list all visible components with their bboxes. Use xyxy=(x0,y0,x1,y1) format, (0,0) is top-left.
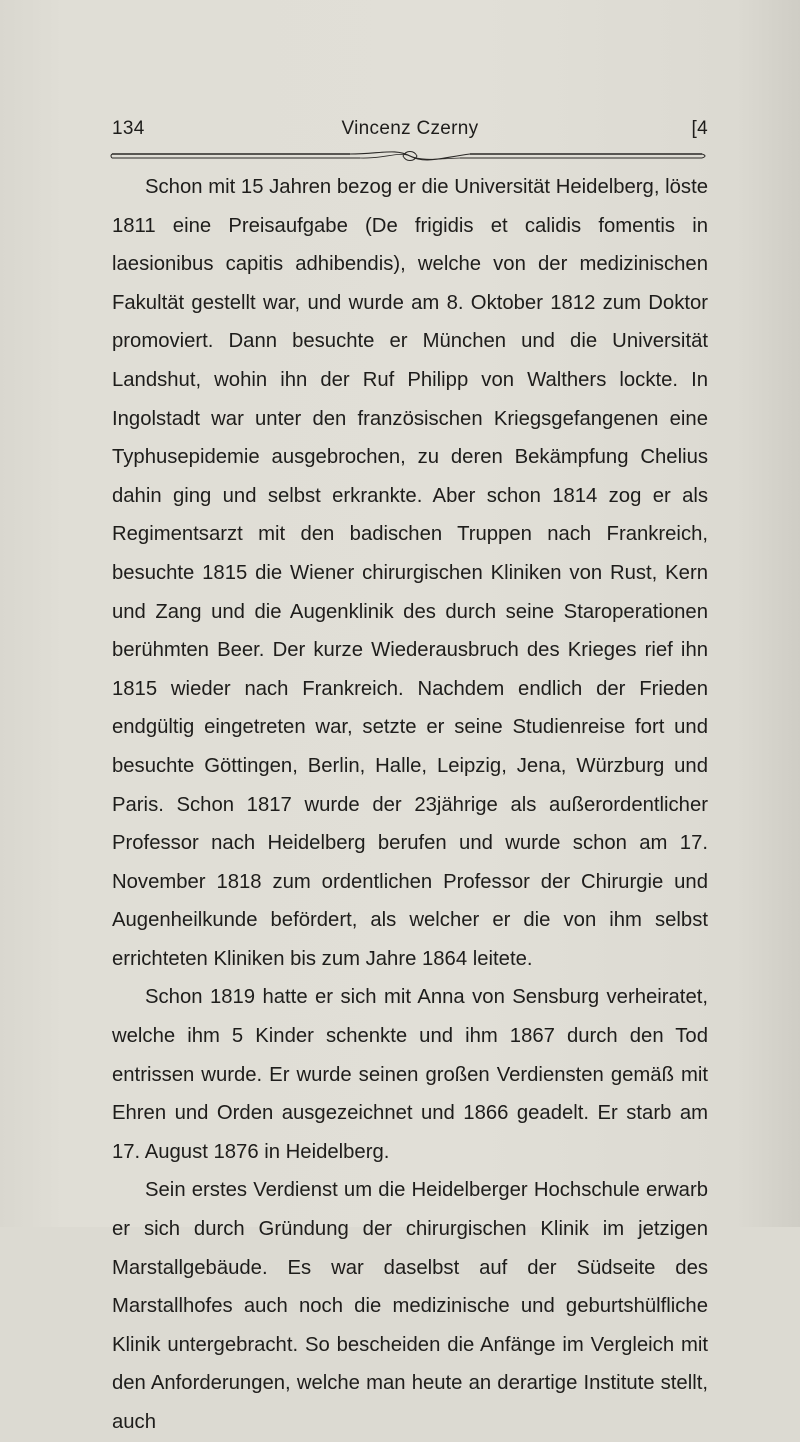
section-marker: [4 xyxy=(691,118,708,139)
paragraph: Schon 1819 hatte er sich mit Anna von Sensburg verheiratet, welche ihm 5 Kinder schenkte und ihm 1867 durch den Tod entrissen wurde. Er wurde seinen großen Verdiensten gemäß mit Ehren und Orden ausgezeichnet und 1866 geadelt. Er starb am 17. August 1876 in Heidelberg. xyxy=(112,986,708,1163)
running-header xyxy=(112,118,708,146)
body-text xyxy=(112,168,708,1442)
paragraph: Schon mit 15 Jahren bezog er die Universität Heidelberg, löste 1811 eine Preisaufgabe (De frigidis et calidis fomentis in laesionibus capitis adhibendis), welche von der medizinischen Fakultät gestellt war, und wurde am 8. Oktober 1812 zum Doktor promoviert. Dann besuchte er München und die Universität Landshut, wohin ihn der Ruf Philipp von Walthers lockte. In Ingolstadt war unter den französischen Kriegsgefangenen eine Typhusepidemie ausgebrochen, zu deren Bekämpfung Chelius dahin ging und selbst erkrankte. Aber schon 1814 zog er als Regimentsarzt mit den badischen Truppen nach Frankreich, besuchte 1815 die Wiener chirurgischen Kliniken von Rust, Kern und Zang und die Augenklinik des durch seine Staroperationen berühmten Beer. Der kurze Wiederausbruch des Krieges rief ihn 1815 wieder nach Frankreich. Nachdem endlich der Frieden endgültig eingetreten war, setzte er seine Studienreise fort und besuchte Göttingen, Berlin, Halle, Leipzig, Jena, Würzburg und Paris. Schon 1817 wurde der 23jährige als außerordentlicher Professor nach Heidelberg berufen und wurde schon am 17. November 1818 zum ordentlichen Professor der Chirurgie und Augenheilkunde befördert, als welcher er die von ihm selbst errichteten Kliniken bis zum Jahre 1864 leitete. xyxy=(112,176,708,970)
paragraph: Sein erstes Verdienst um die Heidelberger Hochschule erwarb er sich durch Gründung der chirurgischen Klinik im jetzigen Marstallgebäude. Es war daselbst auf der Südseite des Marstallhofes auch noch die medizinische und geburtshülfliche Klinik untergebracht. So bescheiden die Anfänge im Vergleich mit den Anforderungen, welche man heute an derartige Institute stellt, auch xyxy=(112,1179,708,1433)
page-number: 134 xyxy=(112,118,145,139)
decorative-rule-ornament-icon xyxy=(110,150,710,162)
running-title: Vincenz Czerny xyxy=(341,118,479,139)
